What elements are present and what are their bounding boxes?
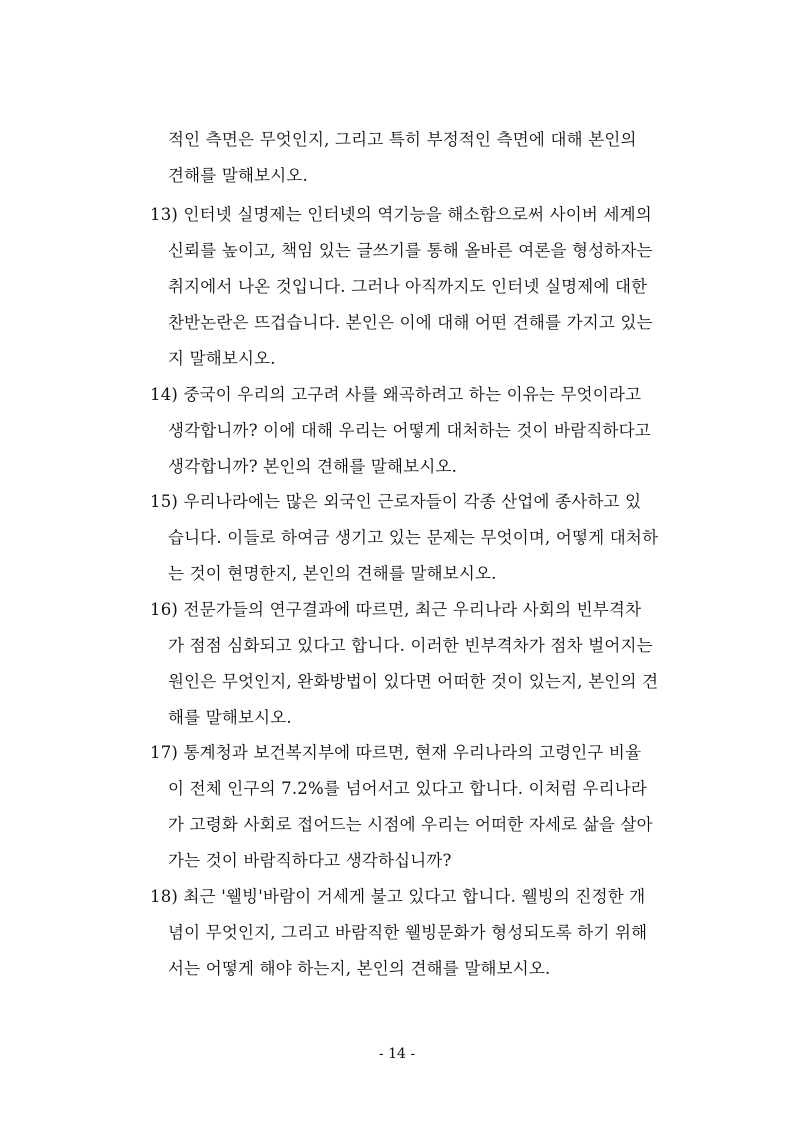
question-14 [150,377,690,485]
question-first-line: 18) 최근 '웰빙'바람이 거세게 불고 있다고 합니다. 웰빙의 진정한 개 [150,887,646,906]
text-line: 견해를 말해보시오. [168,166,309,185]
text-line: 적인 측면은 무엇인지, 그리고 특히 부정적인 측면에 대해 본인의 [168,130,637,149]
question-first-line: 14) 중국이 우리의 고구려 사를 왜곡하려고 하는 이유는 무엇이라고 [150,385,642,404]
text-line: 지 말해보시오. [168,349,276,368]
text-line: 가 점점 심화되고 있다고 합니다. 이러한 빈부격차가 점차 벌어지는 [168,636,653,655]
text-line: 서는 어떻게 해야 하는지, 본인의 견해를 말해보시오. [168,959,551,978]
text-line: 는 것이 현명한지, 본인의 견해를 말해보시오. [168,564,497,583]
page-number: - 14 - [378,1046,416,1062]
question-16 [150,592,690,736]
question-13 [150,197,690,377]
text-line: 이 전체 인구의 7.2%를 넘어서고 있다고 합니다. 이처럼 우리나라 [168,779,648,798]
question-18 [150,879,690,987]
question-first-line: 16) 전문가들의 연구결과에 따르면, 최근 우리나라 사회의 빈부격차 [150,600,642,619]
text-line: 원인은 무엇인지, 완화방법이 있다면 어떠한 것이 있는지, 본인의 견 [168,672,659,691]
text-line: 취지에서 나온 것입니다. 그러나 아직까지도 인터넷 실명제에 대한 [168,277,648,296]
question-17 [150,735,690,879]
text-line: 가는 것이 바람직하다고 생각하십니까? [168,851,452,870]
question-first-line: 17) 통계청과 보건복지부에 따르면, 현재 우리나라의 고령인구 비율 [150,743,642,762]
text-line: 신뢰를 높이고, 책임 있는 글쓰기를 통해 올바른 여론을 형성하자는 [168,241,653,260]
text-line: 생각합니까? 이에 대해 우리는 어떻게 대처하는 것이 바람직하다고 [168,421,651,440]
question-15 [150,484,690,592]
text-line: 찬반논란은 뜨겁습니다. 본인은 이에 대해 어떤 견해를 가지고 있는 [168,313,653,332]
text-line: 념이 무엇인지, 그리고 바람직한 웰빙문화가 형성되도록 하기 위해 [168,923,648,942]
question-first-line: 15) 우리나라에는 많은 외국인 근로자들이 각종 산업에 종사하고 있 [150,492,642,511]
text-line: 습니다. 이들로 하여금 생기고 있는 문제는 무엇이며, 어떻게 대처하 [168,528,659,547]
text-line: 생각합니까? 본인의 견해를 말해보시오. [168,457,458,476]
text-line: 가 고령화 사회로 접어드는 시점에 우리는 어떠한 자세로 삶을 살아 [168,815,653,834]
question-first-line: 13) 인터넷 실명제는 인터넷의 역기능을 해소함으로써 사이버 세계의 [150,205,652,224]
question-12-continuation [150,122,690,194]
text-line: 해를 말해보시오. [168,708,292,727]
